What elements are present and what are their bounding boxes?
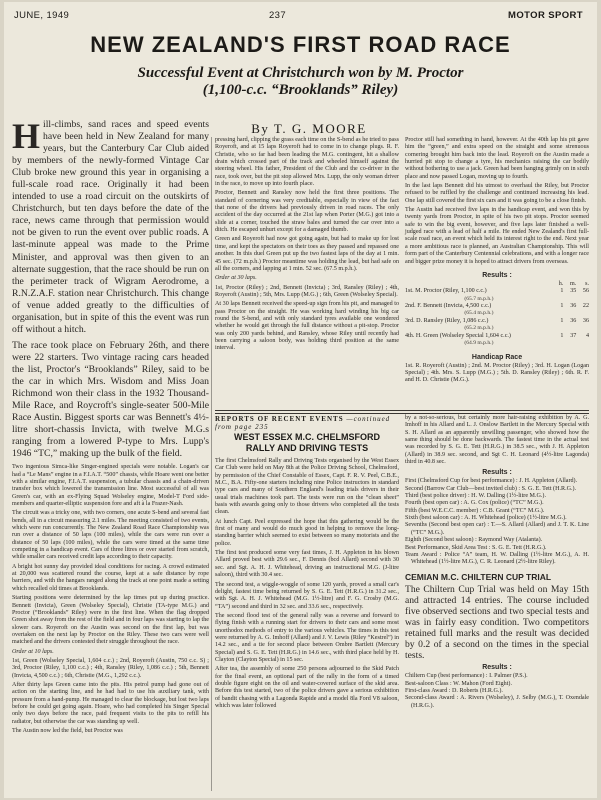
handicap-results: 1st. R. Royeroft (Austin) ; 2nd. M. Proctor (Riley) ; 3rd. H. Logan (Logan Special) ; 4th. Mrs. S. Lupp (M.G.) ; 5th. D. Ransley (Riley) ; 6th. R. F. and H. D. Christie (M.G.). (405, 362, 589, 384)
issue-date: JUNE, 1949 (14, 10, 70, 21)
results-heading: Results : (482, 469, 512, 477)
list-item: Chiltern Cup (best performance) : I. Palmer (P.S.). (405, 673, 528, 680)
result-place: 1st. M. Proctor (Riley, 1,100 c.c.) (405, 288, 487, 295)
paragraph: At 30 laps Bennett received the speed-up sign from his pit, and managed to pass Proctor on the straight. He was working hard winding his big car round the S-bend, and with only standard tyres available one wondered whether he would get through the full distance without a pit-stop. Proctor was only 200 yards behind, and Ransley, whose Riley until recently had been carrying a saloon body, was holding third position at the same interval. (215, 301, 399, 352)
order-heading: Order at 30 laps. (215, 275, 257, 282)
unit-seconds: s. (585, 280, 589, 287)
result-minutes: 36 (570, 303, 577, 310)
paragraph: 1st, Green (Wolseley Special, 1,604 c.c.) ; 2nd, Royeroft (Austin, 750 c.c. S) ; 3rd, Proctor (Riley, 1,100 c.c.) ; 4th, Ransley (Riley, 1,086 c.c.) ; 5th, Bennett (Invicta, 4,500 c.c.) ; 6th, Christie (M.G., 1,292 c.c.). (12, 657, 209, 679)
result-seconds: 4 (585, 332, 589, 339)
results-table (405, 281, 589, 348)
list-item: Sixth (best saloon car) : A. H. Whitehead (police) (1½-litre M.G.). (405, 515, 567, 522)
paragraph: The first Chelmsford Rally and Driving Tests organised by the West Essex Car Club were held on May 8th at the Police Driving School, Chelmsford, by permission of the Chief Constable of Essex, Capt. F. R. V. Peel, C.B.E., M.C., B.A. Fifty-one starters including nine Police instructors in standard type cars and many of Southern England's leading trials drivers in their usual trials machines took part. The tests were run on the “clean sheet” basis with awards going only to those drivers who completed all the tests clean. (215, 458, 399, 516)
result-hours: 1 (560, 332, 564, 339)
paragraph: 1st, Proctor (Riley) ; 2nd, Bennett (Invicta) ; 3rd, Ransley (Riley) ; 4th, Royeroft (Austin) ; 5th, Mrs. Lupp (M.G.) ; 6th, Green (Wolseley Special). (215, 284, 399, 298)
list-item: Best-saloon Class : W. Mahon (Ford Eight). (405, 680, 512, 687)
result-place: 2nd. F. Bennett (Invicta, 4,500 c.c.) (405, 303, 492, 310)
paragraph: The second flood test of the general rally was a reverse and forward to flying finish with a running start for drivers to their cars and some most unorthodox methods of entry to the various vehicles. The times in this test were returned by A. G. Imhoff (Allard) and J. V. Lewis (Riley “Kestrel”) in 14.2 sec., and a tie for second place between Ombre Bartlett (Mercury Special) and S. G. E. Tett (H.R.G.) in 14.6 sec., with third place held by H. Clayton (Clayton Special) in 15 sec. (215, 612, 399, 663)
paragraph: The Austin now led the field, but Proctor was (12, 728, 123, 734)
list-item: Sevenths (Second best open car) : T.—S. Allard (Allard) and J. T. K. Line (“TC” M.G.). (405, 522, 589, 536)
article-subtitle (4, 65, 597, 99)
west-essex-subtitle: RALLY AND DRIVING TESTS (245, 442, 369, 453)
table-row (405, 318, 589, 325)
result-minutes: 37 (570, 332, 577, 339)
paragraph: Proctor, Bennett and Ransley now held the first three positions. The standard of cornering was very creditable, especially in view of the fact that none of the drivers had previously driven in road races. The only accident of the day occurred at the 21st lap when Porter (M.G.) got into a slide at a corner, touched the straw bales and turned the car over into a ditch. He escaped unhurt except for a damaged thumb. (215, 190, 399, 234)
paragraph: A bright hot sunny day provided ideal conditions for racing. A crowd estimated at 20,000 was scattered round the course, kept at a safe distance by rope barriers, and with the hangars ranged along the track at one point made a setting which recalled old times at Brooklands. (12, 563, 209, 592)
west-essex-title: WEST ESSEX M.C. CHELMSFORD (233, 432, 380, 442)
west-essex-report (215, 458, 399, 712)
article-column-3 (405, 137, 589, 387)
paragraph: The race took place on February 26th, and there were 22 starters. Two vintage racing cars headed the list, Proctor's “Brooklands” Riley, said to be the car in which Mrs. Wisdom and Miss Joan Richmond won their class in the 1932 Thousand-Mile Race, and Roycroft's single-seater 500-Mile Race Austin. Biggest sports car was Bennett's 4½-litre short-chassis Invicta, with twelve M.G.s ranging from a lowered P-type to Mrs. Lupp's 1946 “TC,” making up the bulk of the field. (12, 339, 209, 460)
paragraph: The first test produced some very fast times, J. H. Appleton in his blown Allard proved best with 29.6 sec., F. Dennis (bcd Allard) second with 30 sec. and Sgt. A. H. J. Whitehead, driving an instructional M.G. (J-litre saloon), third with 30.4 sec. (215, 550, 399, 579)
reports-title: REPORTS OF RECENT EVENTS (215, 415, 344, 423)
paragraph: The Austin had received five laps in the handicap event, and won this by twenty yards from Proctor, in spite of his two pit stops. Proctor seemed safe to win the big event, however, and five laps later finished a well-judged race with a lead of half a mile. He ended New Zealand's first full-scale road race, an event which held its interest right to the end. Next year a more ambitious race is planned, an Australian Championship. This will form part of the Canterbury Centennial celebrations, and with a longer race and bigger prize money it is hoped to attract drivers from overseas. (405, 207, 589, 265)
reports-column-3 (405, 415, 589, 710)
article-column-1 (12, 116, 209, 737)
table-row (405, 303, 589, 310)
unit-hours: h. (558, 280, 564, 287)
paragraph: After thirty laps Green came into the pits. His petrol pump had gone out of action on the starting line, and he had had to use his auxiliary tank, with pressure from a hand-pump. He managed to clear the blockage, but lost two laps before he could get going again. Hoare, who had completed his Singer Special only two days before the race, paid frequent visits to the pits to refill his radiator, but otherwise the car was standing up well. (12, 681, 209, 725)
result-minutes: 35 (570, 288, 577, 295)
list-item: Fourth (best open car) : A. G. Cox (police) (“TC” M.G.). (405, 500, 544, 507)
paragraph: The Chiltern Cup Trial was held on May 15th and attracted 14 entries. The course included five observed sections and two special tests and was in fairly easy condition. Two competitors retained full marks and the result was decided by 0.2 of a second on the times in the special tests. (405, 583, 589, 662)
magazine-page (4, 2, 597, 798)
result-speed: (65.7 m.p.h.) (464, 295, 494, 302)
paragraph: Two ingenious Simca-like Singer-engined specials were notable. Logan's car had a “Le Mans” engine in a F.I.A.T. “500” chassis, while Hoare went one better with a similar engine, F.I.A.T. suspension, a tubular chassis and a chain-driven transfer box which lowered the transmission line. Most successful of all was Green's car, with an ex-Flying Squad Wolseley engine, Model-T Ford side-members and quarter-elliptic suspension fore and aft à la Frazer-Nash. (12, 464, 209, 508)
result-place: 3rd. D. Ransley (Riley, 1,086 c.c.) (405, 317, 489, 324)
result-speed: (64.9 m.p.h.) (464, 340, 494, 347)
divider-rule (215, 413, 589, 414)
handicap-heading: Handicap Race (471, 353, 523, 361)
list-item: Fifth (best W.E.C.C. member) : C.B. Grant (“TC” M.G.). (405, 507, 545, 514)
cemian-heading: CEMIAN M.C. CHILTERN CUP TRIAL (405, 571, 552, 582)
list-item: Eighth (Second best saloon) : Raymond Way (Atalanta). (405, 537, 543, 544)
west-essex-heading (215, 432, 399, 453)
subtitle-line-2: (1,100-c.c. “Brooklands” Riley) (202, 82, 399, 98)
result-seconds: 22 (582, 303, 589, 310)
running-header (14, 10, 583, 22)
result-speed: (65.4 m.p.h.) (464, 310, 494, 317)
paragraph: Hill-climbs, sand races and speed events have been held in New Zealand for many years, but the Canterbury Car Club aided by members of the newly-formed Vintage Car Club broke new ground this year in organising a full-scale road race. Originally it had been intended to use a road circuit on the outskirts of Christchurch, but ten days before the date of the race, news came through that permission would not be given to run the event over public roads. A last-minute appeal was made to the Prime Minister, and approval was then given to an alternate suggestion, that the race should be run on the perimeter track of Wigram Aerodrome, a R.N.Z.A.F. station near Christchurch. This change of venue added greatly to the difficulties of organisation, but in spite of this the event was run off without a hitch. (12, 116, 209, 335)
results-heading: Results : (482, 271, 512, 279)
result-place: 4th. H. Green (Wolseley Special 1,604 c.c.) (405, 332, 511, 339)
page-number: 237 (269, 10, 287, 21)
result-hours: 1 (560, 303, 564, 310)
order-heading: Order at 10 laps. (12, 648, 54, 655)
paragraph: The circuit was a tricky one, with two corners, one acute S-bend and several fast bends, all in a circuit measuring 2.1 miles. The meeting consisted of two events, which were run concurrently. The New Zealand Road Race Championship was run over a distance of 50 laps (100 miles), while the cars were run over a distance of 50 laps (100 miles), while the cars were timed at the same time competing in a handicap event. Cars of three litres or over started from scratch, while smaller cars received credit laps according to their capacity. (12, 510, 209, 561)
list-item: Best Performance, Skid Area Test : S. G. E. Tett (H.R.G.). (405, 544, 547, 551)
result-seconds: 36 (582, 317, 589, 324)
paragraph: Proctor still had something in hand, however. At the 40th lap his pit gave him the “green,” and extra speed on the straight and some strenuous cornering brought him back into the lead. Royeroft on the Austin made a hurried pit stop to change a tyre, his mechanics raising the car bodily without bothering to use a jack. Green had been hanging grimly on in sixth place and now passed Logan, moving up to fourth. (405, 137, 589, 180)
table-row (405, 288, 589, 295)
results-heading: Results : (482, 664, 512, 672)
result-minutes: 36 (570, 317, 577, 324)
list-item: Team Award : Police “A” team, H. W. Dalling (1½-litre M.G.), A. H. Whitehead (1½-litre M.G.), C. R. Leonard (2½-litre Riley). (405, 551, 589, 566)
paragraph: After tea, the assembly of some 250 persons adjourned to the Skid Patch for the final event, an optional part of the rally in the form of a timed double figure eight on the oil and water-covered surface of the skid area. Before this test started, two of the police drivers gave a serious exhibition of bandit chasing with a Lagonda Rapide and a model 8la Ford V8 saloon, which was later followed (215, 666, 399, 709)
list-item: First (Chelmsford Cup for best performance) : J. H. Appleton (Allard). (405, 478, 578, 485)
byline: By T. G. MOORE (251, 121, 367, 136)
list-item: Second-class Award : A. Rivers (Wolseley), J. Selby (M.G.), T. Oxendale (H.R.G.). (405, 695, 589, 709)
paragraph: At lunch Capt. Peel expressed the hope that this gathering would be the first of many and would do much good in helping to remove the long-standing barrier which seemed to exist between so many motorists and the police. (215, 518, 399, 547)
table-row (405, 333, 589, 340)
unit-minutes: m. (570, 280, 577, 287)
paragraph: Starting positions were determined by the lap times put up during practice. Bennett (Invicta), Green (Wolseley Special), Christie (TA-type M.G.) and Proctor (“Brooklands” Riley) were in the first line. When the flag dropped Green shot away from the rest of the field and in four laps was starting to lap the slower cars. Royeroft on the Austin was second on the first lap, but was overtaken on the next lap by Proctor on the Riley. These two cars were well matched and the drivers contested their struggle throughout the race. (12, 595, 209, 646)
paragraph: by a not-so-serious, but certainly more hair-raising exhibition by A. G. Imhoff in his Allard and L. J. Onslow Bartlett in the Mercury Special with S. H. Allard as an apparently unwilling passenger, who showed how the same thing should be done backwards. The fastest time in the actual test was recorded by S. G. E. Tett (H.R.G.) in 38.5 sec., with J. H. Appleton (Allard) in 38.9 sec. second, and Sgt C. H. Leonard (4½-litre Lagonda) third in 40.8 sec. (405, 415, 589, 466)
list-item: Second (Barrow Car Club—best invited club) : S. G. E. Tett (H.R.G.). (405, 485, 577, 492)
paragraph: pressing hard, clipping the grass each time on the S-bend as he tried to pass Royeroft, and at 15 laps Royeroft had to come in to change plugs. R. F. Christie, who so far had been leading the M.G. contingent, hit a shallow drain which crossed part of the track and wheeled himself against the steering wheel. His father, President of the Club and the co-driver in the race, took over, but the pit stop allowed Mrs. Lupp, the only woman driver in the race, to move up into fourth place. (215, 137, 399, 188)
result-hours: 1 (560, 288, 564, 295)
list-item: First-class Award : D. Roberts (H.R.G.). (405, 687, 503, 694)
article-column-2 (215, 137, 399, 355)
continued-note: —continued from page 235 (215, 415, 391, 431)
list-item: Third (best police driver) : H. W. Dalling (1½-litre M.G.). (405, 493, 546, 500)
result-speed: (65.2 m.p.h.) (464, 325, 494, 332)
paragraph: Green and Royeroft had now got going again, but had to make up for lost time, and kept the spectators on their toes as they passed and repassed one another. In this duel Green put up the two fastest laps of the day at 1 min. 45 sec. (72 m.p.h.) Proctor meantime was holding the lead, but had safe on all the corners, and lapping at 1 min. 52 sec. (67.5 m.p.h.). (215, 236, 399, 272)
result-hours: 1 (560, 317, 564, 324)
column-divider (211, 137, 212, 791)
article-title: NEW ZEALAND'S FIRST ROAD RACE (90, 32, 511, 57)
subtitle-line-1: Successful Event at Christchurch won by M. Proctor (137, 65, 464, 81)
magazine-name: MOTOR SPORT (508, 10, 583, 21)
divider-rule (215, 410, 589, 411)
paragraph: In the last laps Bennett did his utmost to overhaul the Riley, but Proctor refused to be ruffled by the challenge and continued increasing his lead. One lap still covered the first six cars and it was going to be a close finish. (405, 183, 589, 204)
reports-heading (215, 415, 399, 431)
paragraph: The second test, a wiggle-woggle of some 120 yards, proved a small car's delight, fastest time being returned by S. G. E. Tett (H.R.G.) in 31.2 sec., with Sgt. A. H. J. Whitehead (M.G. 1½-litre) and F. G. Crosby (M.G. “TA”) second and third in 32 sec. and 33.6 sec., respectively. (215, 581, 399, 610)
result-seconds: 56 (582, 288, 589, 295)
